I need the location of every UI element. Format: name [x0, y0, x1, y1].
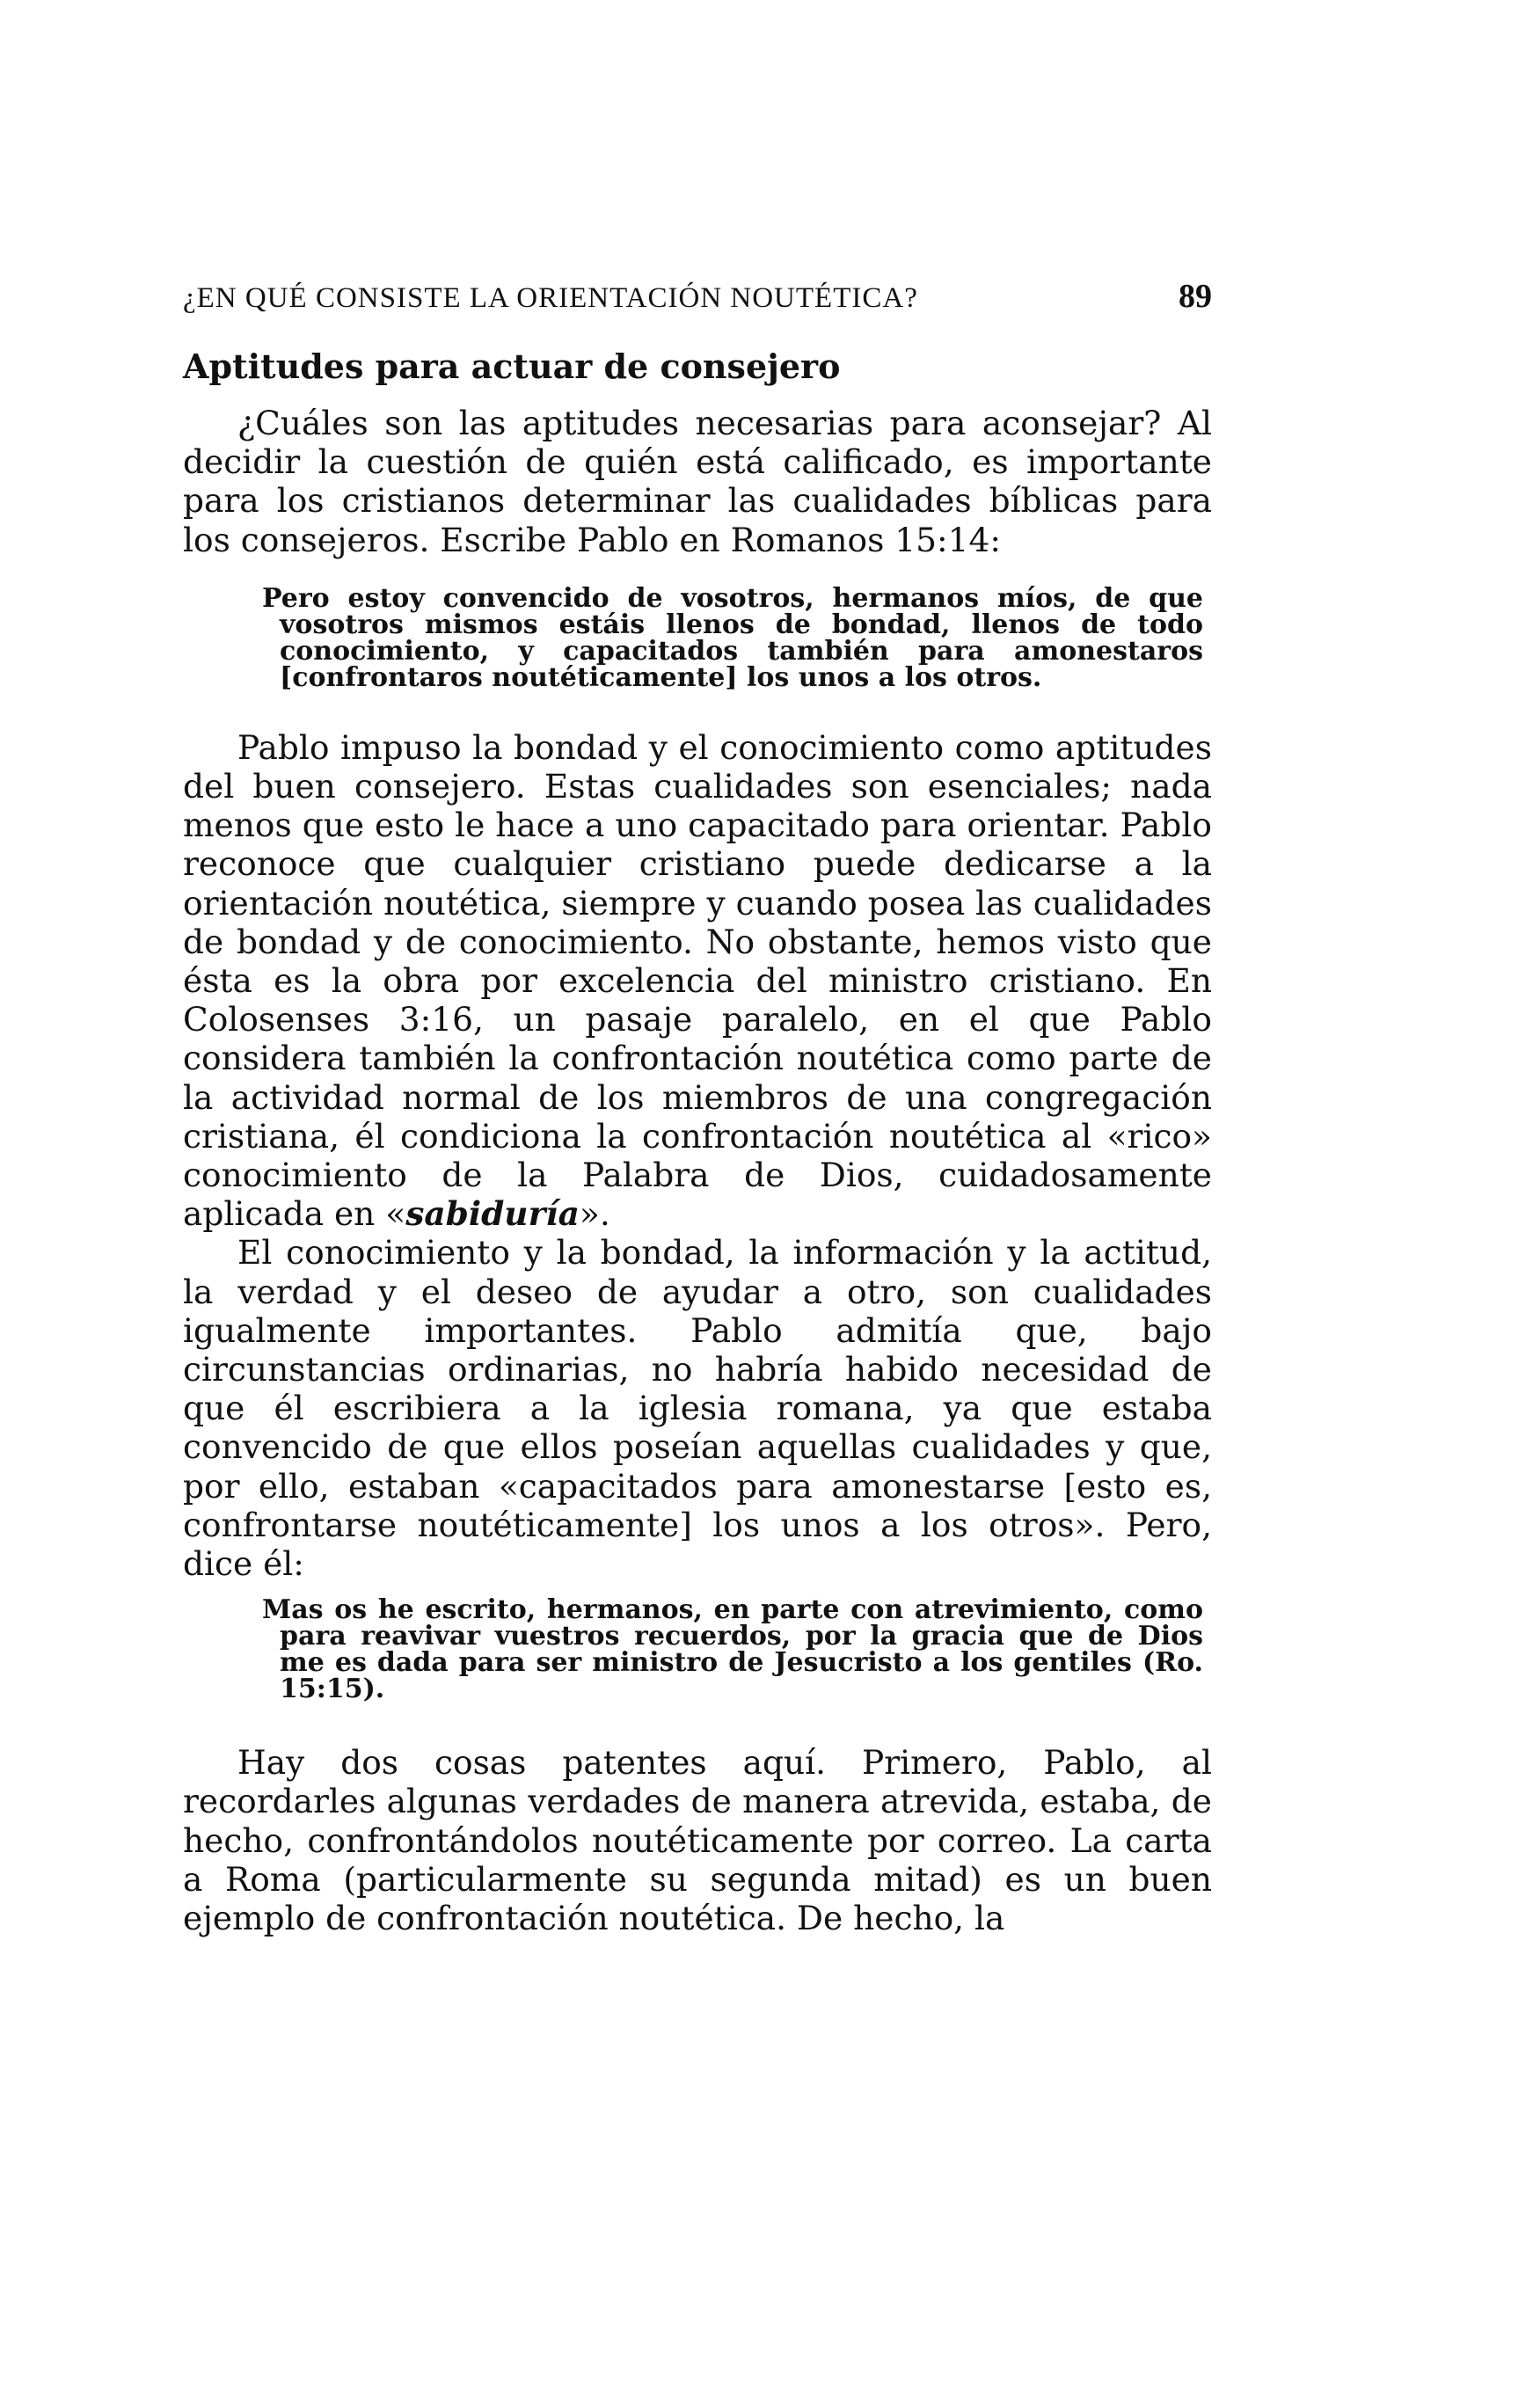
paragraph-1: ¿Cuáles son las aptitudes necesarias para aconsejar? Al decidir la cuestión de quién está calificado, es importante para los cristianos determinar las cualidades bíblicas para los consejeros. Escribe Pablo en Romanos 15:14: [183, 404, 1212, 559]
book-page [183, 277, 1212, 1937]
paragraph-2-text: Pablo impuso la bondad y el conocimiento como aptitudes del buen consejero. Estas cualidades son esenciales; nada menos que esto le hace a uno capacitado para orientar. Pablo reconoce que cualquier cristiano puede dedicarse a la orientación noutética, siempre y cuando posea las cualidades de bondad y de conocimiento. No obstante, hemos visto que ésta es la obra por excelencia del ministro cristiano. En Colosenses 3:16, un pasaje paralelo, en el que Pablo considera también la confrontación noutética como parte de la actividad normal de los miembros de una congregación cristiana, él condiciona la confrontación noutética al «rico» conocimiento de la Palabra de Dios, cuidadosamente aplicada en « [183, 727, 1212, 1234]
italic-word: sabiduría [405, 1194, 580, 1234]
block-quote-romans-15-14: Pero estoy convencido de vosotros, hermanos míos, de que vosotros mismos estáis llenos de bondad, llenos de todo conocimiento, y capacitados también para amonestaros [confrontaros noutéticamente] los unos a los otros. [262, 582, 1203, 693]
paragraph-4: Hay dos cosas patentes aquí. Primero, Pablo, al recordarles algunas verdades de manera atrevida, estaba, de hecho, confrontándolos noutéticamente por correo. La carta a Roma (particularmente su segunda mitad) es un buen ejemplo de confrontación noutética. De hecho, la [183, 1743, 1212, 1938]
running-head [183, 277, 1212, 316]
running-head-title: ¿EN QUÉ CONSISTE LA ORIENTACIÓN NOUTÉTICA? [183, 282, 918, 314]
block-quote-romans-15-15: Mas os he escrito, hermanos, en parte con atrevimiento, como para reavivar vuestros recuerdos, por la gracia que de Dios me es dada para ser ministro de Jesucristo a los gentiles (Ro. 15:15). [262, 1594, 1203, 1705]
paragraph-2 [183, 728, 1212, 1234]
paragraph-3: El conocimiento y la bondad, la información y la actitud, la verdad y el deseo de ayudar a otro, son cualidades igualmente importantes. Pablo admitía que, bajo circunstancias ordinarias, no habría habido necesidad de que él escribiera a la iglesia romana, ya que estaba convencido de que ellos poseían aquellas cualidades y que, por ello, estaban «capacitados para amonestarse [esto es, confrontarse noutéticamente] los unos a los otros». Pero, dice él: [183, 1233, 1212, 1584]
page-number: 89 [1179, 278, 1212, 315]
paragraph-2-end: ». [579, 1194, 610, 1234]
section-heading: Aptitudes para actuar de consejero [183, 346, 841, 386]
